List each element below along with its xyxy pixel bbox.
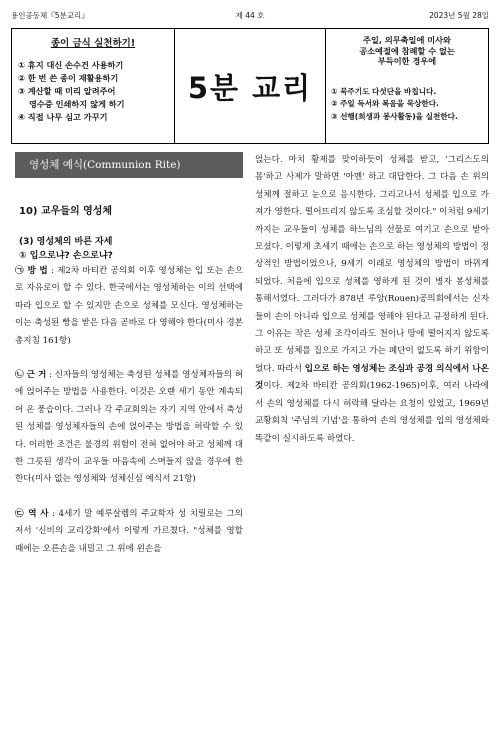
emphasis-text: 입으로 하는 영성체는 조심과 공경 의식에서 나온 것 (255, 363, 489, 392)
list-item: ③ 계산할 때 미리 알려주어 (18, 86, 116, 96)
method-paragraph (15, 263, 243, 350)
list-item: ② 주일 독서와 복음을 묵상한다. (331, 99, 439, 108)
masthead-box (11, 28, 489, 144)
paragraph-lead: ㉠ 방 법 (15, 266, 48, 276)
masthead-center (175, 29, 325, 143)
paper-fasting-list (18, 59, 168, 124)
section-heading: 10) 교우들의 영성체 (19, 206, 113, 217)
subsection-heading (19, 235, 243, 263)
top-bar (11, 10, 489, 24)
masthead-title: 5분 교리 (187, 70, 313, 105)
paragraph-lead: ㉢ 역 사 (15, 508, 49, 519)
paragraph-text: : 4세기 말 예루살렘의 주교학자 성 치릴로는 그의 저서 '신비의 교리강화'에서 이렇게 가르쳤다. "성체를 영할 때에는 오른손을 내밀고 그 위에 왼손을 (15, 508, 243, 554)
right-column (255, 152, 489, 737)
sunday-obligation-list (331, 86, 483, 124)
list-item: 영수증 인쇄하지 않게 하기 (29, 99, 125, 109)
list-item: ① 묵주기도 다섯단을 바칩니다. (331, 86, 437, 96)
paragraph-text: 이다. 제2차 바티칸 공의회(1962-1965)이후, 여러 나라에서 손의 영성체를 다시 허락해 달라는 요청이 있었고, 1969년 교황회칙 '주님의 기념'을 통하여 손의 영성체를 입의 영성체와 똑같이 실시하도록 하였다. (255, 381, 489, 444)
paper-fasting-panel (12, 29, 175, 143)
issue-number: 제 44 호 (235, 11, 265, 20)
sunday-obligation-panel (325, 29, 488, 143)
publisher-name: 용인공동체『5분교리』 (11, 11, 89, 20)
paragraph-text: : 제2차 바티칸 공의회 이후 영성체는 입 또는 손으로 자유로이 할 수 있다. 한국에서는 영성체하는 이의 선택에 따라 입으로 할 수 있지만 손으로 성체를 모신다. 영성체하는 이는 축성된 빵을 받은 다음 곧바로 다 영해야 한다(미사 경본 총지침 161항) (15, 266, 243, 346)
paragraph-text: : 신자들의 영성체는 축성된 성체를 영성체자들의 혀에 얹어주는 방법을 사용한다. 이것은 오랜 세기 동안 계속되어 온 풍습이다. 그러나 각 주교회의는 자기 지역 안에서 축성된 성체를 영성체자들의 손에 얹어주는 방법을 허락할 수 있다. 이러한 조건은 불경의 위험이 전혀 없어야 하고 성체께 대한 그릇된 생각이 교우들 마음속에 스며들지 않을 경우에 한한다(미사 없는 영성체와 성체신심 예식서 21항) (15, 370, 243, 485)
list-item: ③ 선행(희생과 봉사활동)을 실천한다. (331, 111, 458, 121)
list-item: ② 한 번 쓴 종이 재활용하기 (18, 73, 119, 83)
history-continued-paragraph (255, 152, 489, 448)
subhead-line: (3) 영성체의 바른 자세 (19, 237, 113, 247)
basis-paragraph (15, 367, 243, 489)
paragraph-text: 얹는다. 마치 황제를 맞이하듯이 성체를 받고, '그리스도의 몸'하고 사제가 말하면 '아멘' 하고 대답한다. 그 다음 손 위의 성체께 절하고 눈으로 응시한다. 그리고나서 성체를 입으로 가져가 영한다. 떨어뜨리지 않도록 조심할 것이다." 이처럼 9세기까지는 교우들이 성체를 하느님의 선물로 여기고 손으로 받아 모셨다. 이렇게 초세기 때에는 손으로 하는 영성체의 방법이 정상적인 방법이었으나, 9세기 이래로 영성체의 방법이 바뀌게 되었다. 처음에 입으로 성체를 영하게 된 것이 병자 봉성체를 통해서였다. 그러다가 878년 루앙(Rouen)공의회에서는 신자들이 손이 아니라 입으로 성체를 영해야 된다고 규정하게 된다. 그 이유는 작은 성체 조각이라도 천이나 땅에 떨어지지 않도록 하고 또 성체를 집으로 가지고 가는 폐단이 없도록 하기 위함이었다. 따라서 (255, 155, 489, 374)
title-line: 공소예절에 참례할 수 없는 (359, 45, 455, 56)
paragraph-lead: ㉡ 근 거 (15, 370, 47, 381)
subhead-line: ① 입으로냐? 손으로냐? (19, 251, 113, 261)
sunday-obligation-title (331, 35, 483, 67)
left-column (15, 152, 243, 737)
title-line: 주일, 의무축일에 미사와 (363, 35, 451, 45)
section-banner: 영성체 예식(Communion Rite) (15, 152, 243, 178)
issue-date: 2023년 5월 28일 (429, 11, 489, 20)
list-item: ④ 직접 나무 심고 가꾸기 (18, 112, 108, 122)
paper-fasting-title: 종이 금식 실천하기! (50, 38, 136, 49)
title-line: 부득이한 경우에 (377, 56, 437, 66)
history-paragraph (15, 506, 243, 558)
list-item: ① 휴지 대신 손수건 사용하기 (18, 60, 124, 70)
